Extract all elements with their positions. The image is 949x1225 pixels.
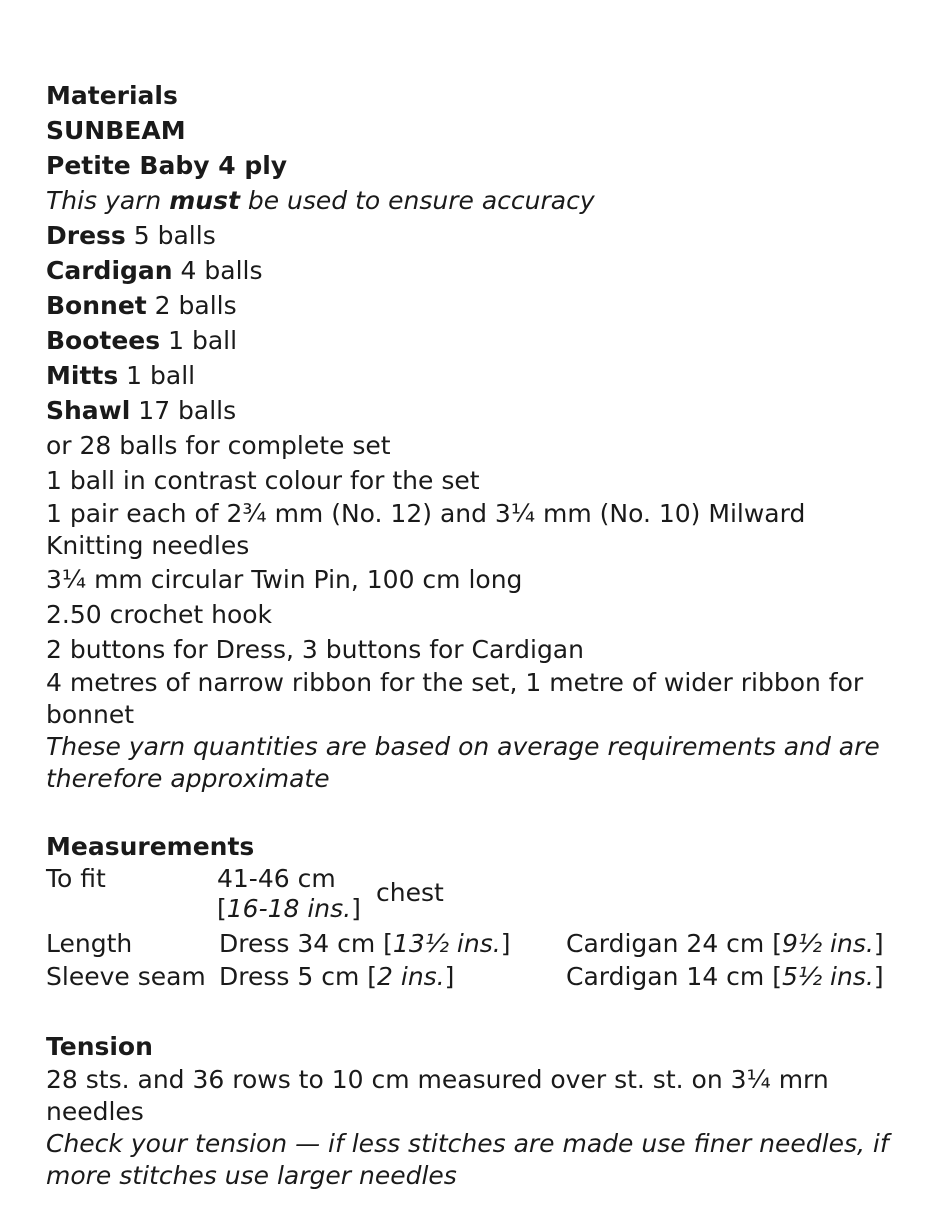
sleeve-dress (219, 962, 454, 991)
item-qty: 2 balls (146, 291, 237, 320)
accuracy-note (46, 183, 926, 218)
tension-check: Check your tension — if less stitches are made use finer needles, if more stitches use larger needles (46, 1129, 889, 1190)
to-fit-ins-value: 16-18 ins. (226, 894, 352, 923)
item-label: Mitts (46, 361, 119, 390)
material-item-dress (46, 218, 926, 253)
length-dress-ins: 13½ ins. (392, 929, 501, 958)
accuracy-note-must: must (169, 186, 240, 215)
length-cardigan (566, 929, 884, 958)
measurements-heading: Measurements (46, 832, 255, 861)
bracket-open: [ (217, 894, 227, 923)
tension-heading: Tension (46, 1032, 153, 1061)
accuracy-note-post: be used to ensure accuracy (239, 186, 595, 215)
measurements-table (46, 864, 926, 999)
item-qty: 17 balls (130, 396, 237, 425)
buttons: 2 buttons for Dress, 3 buttons for Cardigan (46, 635, 584, 664)
item-qty: 5 balls (125, 221, 216, 250)
material-item-mitts (46, 358, 926, 393)
sleeve-cardigan-ins: 5½ ins. (781, 962, 874, 991)
to-fit-label: To fit (46, 864, 106, 893)
accuracy-note-pre: This yarn (46, 186, 170, 215)
to-fit-ins (217, 894, 361, 923)
quantities-note: These yarn quantities are based on average requirements and are therefore approximate (46, 732, 880, 793)
materials-heading: Materials (46, 81, 178, 110)
brand-name: SUNBEAM (46, 116, 186, 145)
sleeve-label: Sleeve seam (46, 962, 206, 991)
sleeve-cardigan (566, 962, 884, 991)
sleeve-dress-ins: 2 ins. (377, 962, 445, 991)
material-item-shawl (46, 393, 926, 428)
length-cardigan-close: ] (873, 929, 884, 958)
material-item-bonnet (46, 288, 926, 323)
pattern-page (46, 78, 926, 1192)
length-dress-close: ] (500, 929, 511, 958)
item-qty: 4 balls (172, 256, 263, 285)
length-dress (219, 929, 510, 958)
complete-set: or 28 balls for complete set (46, 431, 391, 460)
needles: 1 pair each of 2¾ mm (No. 12) and 3¼ mm (No. 10) Milward Knitting needles (46, 499, 806, 560)
item-qty: 1 ball (118, 361, 196, 390)
item-label: Dress (46, 221, 126, 250)
item-label: Cardigan (46, 256, 173, 285)
to-fit-cm: 41-46 cm (217, 864, 336, 893)
item-label: Bonnet (46, 291, 147, 320)
bracket-close: ] (351, 894, 361, 923)
length-label: Length (46, 929, 133, 958)
tension-text: 28 sts. and 36 rows to 10 cm measured over st. st. on 3¼ mrn needles (46, 1065, 829, 1126)
sleeve-dress-pre: Dress 5 cm [ (219, 962, 378, 991)
ribbon: 4 metres of narrow ribbon for the set, 1 metre of wider ribbon for bonnet (46, 668, 864, 729)
yarn-name: Petite Baby 4 ply (46, 151, 288, 180)
length-cardigan-pre: Cardigan 24 cm [ (566, 929, 782, 958)
item-label: Bootees (46, 326, 161, 355)
item-label: Shawl (46, 396, 131, 425)
twin-pin: 3¼ mm circular Twin Pin, 100 cm long (46, 565, 523, 594)
contrast-yarn: 1 ball in contrast colour for the set (46, 466, 480, 495)
material-item-cardigan (46, 253, 926, 288)
length-dress-pre: Dress 34 cm [ (219, 929, 393, 958)
sleeve-cardigan-pre: Cardigan 14 cm [ (566, 962, 782, 991)
sleeve-cardigan-close: ] (873, 962, 884, 991)
sleeve-dress-close: ] (444, 962, 455, 991)
item-qty: 1 ball (160, 326, 238, 355)
material-item-bootees (46, 323, 926, 358)
chest-label: chest (376, 878, 444, 907)
crochet-hook: 2.50 crochet hook (46, 600, 273, 629)
length-cardigan-ins: 9½ ins. (781, 929, 874, 958)
